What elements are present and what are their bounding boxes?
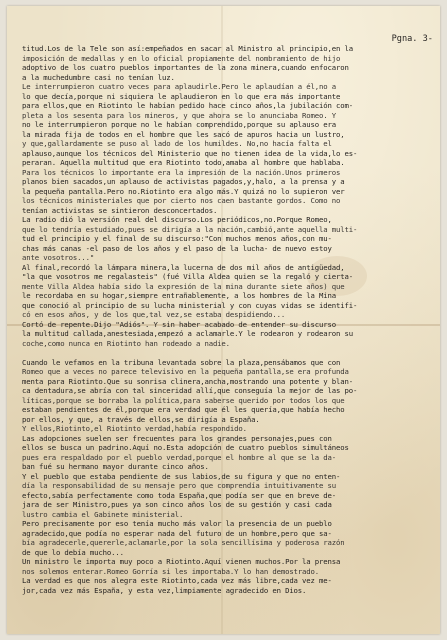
text-line: de que lo debía mucho... (22, 547, 124, 557)
text-line: agradecido,que podía no esperar nada del futuro de un hombre,pero que sa- (22, 528, 332, 538)
text-line: nos solemos enterar.Romeo Gorría si les importaba.Y lo han demostrado. (22, 566, 320, 576)
text-line: La verdad es que nos alegra este Riotinto,cada vez más libre,cada vez me- (22, 576, 332, 585)
text-line: a la muchedumbre casi no tenían luz. (22, 72, 175, 82)
text-line: ban fué su hermano mayor durante cinco años. (22, 462, 209, 471)
text-line: Pero precisamente por eso tenía mucho más valor la presencia de un pueblo (22, 519, 332, 528)
text-line: Para los técnicos lo importante era la impresión de la nación.Unos primeros (22, 167, 341, 177)
text-line: la mirada fija de todos en el hombre que les sacó de apuros hacia un lustro, (22, 129, 345, 139)
text-line: aplauso,aunque los técnicos del Ministerio que no tienen idea de la vida,lo es- (22, 148, 358, 158)
text-line: Un ministro le importa muy poco a Riotinto.Aquí vienen muchos.Por la prensa (22, 557, 341, 566)
text-line: Y el pueblo que estaba pendiente de sus labios,de su figura y que no enten- (22, 471, 341, 481)
text-line: có en esos años, y de los que,tal vez,se estaba despidiendo... (22, 310, 286, 319)
text-line: tenían activistas se sintieron desconcertados. (22, 205, 218, 215)
text-line: ca dentadura,se abría con tal sinceridad allí,que conseguía la mejor de las po- (22, 386, 358, 395)
text-line: menta para Riotinto.Que su sonrisa clinera,ancha,mostrando una potente y blan- (22, 376, 353, 386)
text-line: efecto,sabía perfectamente como toda España,que podía ser que en breve de- (22, 490, 336, 500)
text-line: peraran. Aquella multitud que era Riotinto todo,amaba al hombre que hablaba. (22, 158, 345, 167)
text-line: lustro cambia el Gabinete ministerial. (22, 509, 184, 519)
text-line: bía agradecerle,quererle,aclamarle,por la sola sencillísima y poderosa razón (22, 538, 345, 547)
text-line: no le interrumpieron porque no le habían comprendido,porque su aplauso era (22, 120, 336, 129)
page-number: Pgna. 3- (391, 34, 433, 44)
text-line (22, 348, 418, 358)
text-line: que conoció al principio de su lucha ministerial y con cuyas vidas se identifi- (22, 300, 358, 310)
text-line: día la responsabilidad de su mensaje pero que comprendía intuitivamente su (22, 481, 336, 490)
text-line: Romeo que a veces no parece televisivo en la pequeña pantalla,se era profunda (22, 367, 349, 376)
text-line: adoptivo de los cuatro pueblos importantes de la zona minera,cuando enfocaron (22, 63, 349, 72)
text-line: la pequeña pantalla.Pero no.Riotinto era algo más.Y quizá no lo supieron ver (22, 186, 345, 196)
text-line: ellos se busca un padrino.Aquí no.Esta adopción de cuatro pueblos simultáneos (22, 443, 349, 452)
text-line: Cortó de repente.Dijo "Adiós". Y sin haber acabado de entender su discurso (22, 319, 336, 329)
typescript-body (22, 44, 418, 595)
text-line: imposición de medallas y en lo oficial propiamente del nombramiento de hijo (22, 53, 341, 63)
text-line: lo que decía,porque ni siquiera le aplaudieron en lo que era más importante (22, 91, 341, 101)
text-line: la multitud callada,anestesiada,empezó a aclamarle.Y le rodearon y rodearon su (22, 329, 353, 338)
text-line: Al final,recordó la lámpara minera,la lucerna de dos mil años de antigüedad, (22, 262, 345, 272)
text-line: por ellos, y que, a través de ellos,se dirigía a España. (22, 414, 260, 424)
text-line: y que,gallardamente se puso al lado de los humildes. No,no hacía falta el (22, 139, 332, 148)
text-line: coche,como nunca en Riotinto han rodeado a nadie. (22, 338, 230, 348)
text-line: planos bien sacados,un aplauso de activistas pagados,y,halo, a la prensa y a (22, 177, 345, 186)
text-line: pleta a los sesenta para los mineros, y que ahora se lo anunciaba Romeo. Y (22, 110, 336, 120)
text-line: que lo tendría estudiado,pues se dirigía a la nación,cambió,ante aquella multi- (22, 224, 358, 234)
text-line: estaban pendientes de él,porque era verdad que él les quería,que había hecho (22, 405, 345, 414)
text-line: chas más canas -el paso de los años y el paso de la lucha- de nuevo estoy (22, 243, 332, 253)
text-line: Le interrumpieron cuatro veces para aplaudirle.Pero le aplaudían a él,no a (22, 82, 336, 91)
text-line: mente Villa Aldea había sido la expresión de la mina durante siete años) que (22, 281, 345, 291)
text-line: ante vosotros..." (22, 253, 95, 262)
text-line: le recordaba en su hogar,siempre entrañablemente, a los hombres de la Mina (22, 291, 336, 300)
text-line: jor,cada vez más España, y esta vez,limpiamente agradecido en Dios. (22, 585, 307, 595)
text-line: Cuando le vefamos en la tribuna levantada sobre la plaza,pensábamos que con (22, 357, 341, 367)
text-line: pues era respaldado por el pueblo verdad,porque el hombre al que se la da- (22, 452, 336, 462)
text-line: jara de ser Ministro,pues ya son cinco años los de su gestión y casi cada (22, 500, 332, 509)
text-line: Y ellos,Riotinto,el Riotinto verdad,había respondido. (22, 424, 247, 433)
text-line: para ellos,que en Riotinto le habían pedido hace cinco años,la jubilación com- (22, 101, 353, 110)
text-line: La radio dió la versión real del discurso.Los periódicos,no.Porque Romeo, (22, 215, 332, 224)
text-line: los técnicos ministeriales que por cierto nos caen bastante gordos. Como no (22, 196, 341, 205)
text-line: líticas,porque se borraba la política,para saberse querido por todos los que (22, 395, 345, 405)
text-line: Las adopciones suelen ser frecuentes para los grandes personajes,pues con (22, 433, 332, 443)
text-line: titud.Los de la Tele son así:empeñados en sacar al Ministro al principio,en la (22, 44, 353, 53)
text-line: "la que vosotros me regalasteis" (fué Villa Aldea quien se la regaló y cierta- (22, 272, 353, 281)
text-line: tud el principio y el final de su discurso:"Con muchos menos años,con mu- (22, 234, 332, 243)
